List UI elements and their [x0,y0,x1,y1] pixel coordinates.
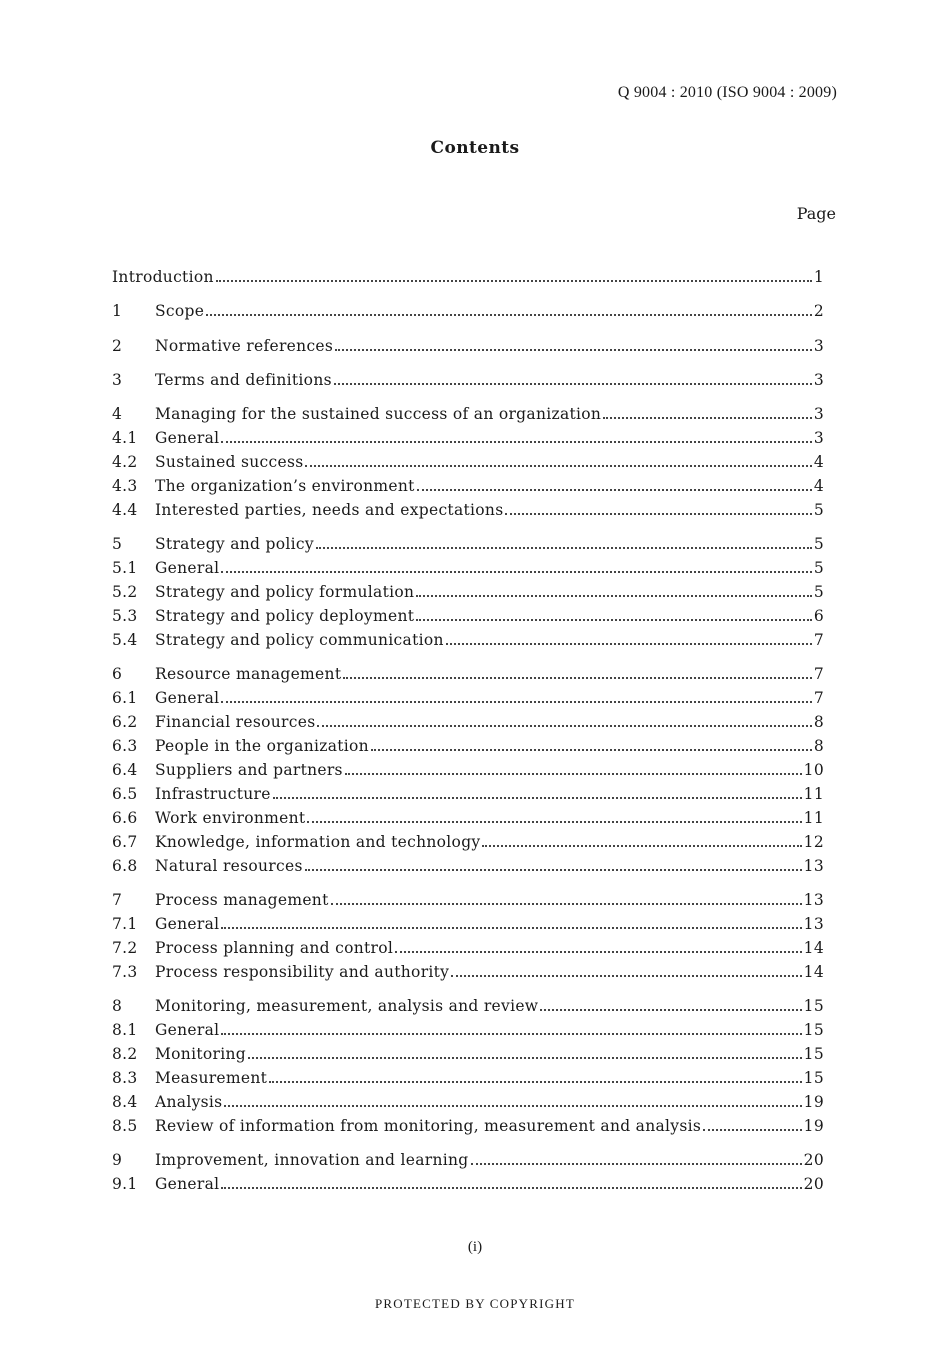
dot-leader [417,488,812,491]
dot-leader [221,700,811,703]
dot-leader [451,974,801,977]
page-number: (i) [467,1239,483,1255]
toc-entry-title: Strategy and policy [155,535,314,553]
dot-leader [305,868,802,871]
dot-leader [216,279,812,282]
toc-entry[interactable] [112,687,824,709]
dot-leader [416,594,812,597]
toc-entry[interactable] [112,1173,824,1195]
toc-entry[interactable] [112,557,824,579]
toc-entry-number: 5 [112,535,123,553]
toc-entry-page: 14 [803,963,824,981]
toc-entry-number: 6.3 [112,737,138,755]
toc-entry-number: 6.1 [112,689,138,707]
toc-entry-title: Knowledge, information and technology [155,833,481,851]
toc-entry-page: 15 [803,1021,824,1039]
toc-entry-number: 4.4 [112,501,138,519]
toc-entry-number: 5.3 [112,607,138,625]
toc-entry-number: 8.3 [112,1069,138,1087]
toc-entry-number: 7 [112,891,123,909]
dot-leader [331,902,802,905]
toc-entry[interactable] [112,369,824,391]
toc-entry-title: Measurement [155,1069,268,1087]
toc-entry-number: 5.2 [112,583,138,601]
toc-entry-page: 5 [813,559,824,577]
toc-entry-number: 4.3 [112,477,138,495]
toc-entry[interactable] [112,1043,824,1065]
dot-leader [446,642,812,645]
toc-entry-number: 5.4 [112,631,138,649]
toc-entry-number: 6.4 [112,761,138,779]
toc-entry-title: General [155,429,220,447]
toc-entry-page: 4 [813,477,824,495]
toc-entry-page: 19 [803,1093,824,1111]
toc-entry-number: 6.5 [112,785,138,803]
toc-entry-title: The organization’s environment [155,477,415,495]
toc-entry[interactable] [112,913,824,935]
toc-entry-number: 8 [112,997,123,1015]
dot-leader [224,1104,801,1107]
toc-entry[interactable] [112,499,824,521]
toc-entry-title: Natural resources [155,857,303,875]
toc-entry-title: Infrastructure [155,785,271,803]
toc-entry-title: Analysis [155,1093,223,1111]
toc-entry[interactable] [112,335,824,357]
toc-entry-number: 8.1 [112,1021,138,1039]
toc-entry-number: 7.2 [112,939,138,957]
toc-entry[interactable] [112,663,824,685]
toc-entry-page: 5 [813,583,824,601]
toc-entry-title: Monitoring [155,1045,246,1063]
toc-entry-title: Strategy and policy communication [155,631,444,649]
toc-entry[interactable] [112,1067,824,1089]
toc-entry-page: 5 [813,501,824,519]
toc-entry-page: 15 [803,1045,824,1063]
toc-entry-page: 3 [813,429,824,447]
toc-entry-title: People in the organization [155,737,369,755]
toc-entry-page: 8 [813,713,824,731]
toc-entry-page: 12 [803,833,824,851]
toc-entry[interactable] [112,605,824,627]
toc-entry-title: Monitoring, measurement, analysis and review [155,997,539,1015]
toc-entry[interactable] [112,889,824,911]
toc-entry-title: Introduction [112,268,214,286]
toc-entry-title: Process responsibility and authority [155,963,450,981]
page-column-label: Page [796,204,836,223]
toc-entry-number: 6 [112,665,123,683]
toc-entry-title: Normative references [155,337,334,355]
toc-entry-number: 7.1 [112,915,138,933]
toc-entry-page: 13 [803,915,824,933]
dot-leader [206,313,812,316]
toc-entry-title: Process management [155,891,329,909]
toc-entry-title: General [155,559,220,577]
toc-entry[interactable] [112,403,824,425]
toc-entry-number: 8.2 [112,1045,138,1063]
toc-entry[interactable] [112,1019,824,1041]
toc-entry-title: Review of information from monitoring, measurement and analysis [155,1117,702,1135]
toc-entry-number: 6.6 [112,809,138,827]
toc-entry-page: 20 [803,1151,824,1169]
toc-entry-number: 9 [112,1151,123,1169]
toc-entry[interactable] [112,831,824,853]
toc-entry-title: Financial resources [155,713,316,731]
dot-leader [345,772,802,775]
dot-leader [305,464,811,467]
toc-entry[interactable] [112,855,824,877]
toc-entry-title: General [155,915,220,933]
toc-entry-title: Interested parties, needs and expectations [155,501,504,519]
toc-entry[interactable] [112,1091,824,1113]
toc-entry[interactable] [112,1149,824,1171]
toc-entry[interactable] [112,961,824,983]
dot-leader [471,1162,802,1165]
toc-entry-title: Strategy and policy deployment [155,607,415,625]
toc-entry[interactable] [112,711,824,733]
toc-entry-title: General [155,1175,220,1193]
toc-entry-title: Work environment [155,809,306,827]
toc-entry[interactable] [112,759,824,781]
toc-entry-page: 3 [813,405,824,423]
toc-entry-page: 5 [813,535,824,553]
page-title: Contents [430,138,520,158]
dot-leader [221,440,811,443]
toc-entry-title: Process planning and control [155,939,394,957]
dot-leader [603,416,812,419]
toc-entry-page: 19 [803,1117,824,1135]
toc-entry-number: 8.4 [112,1093,138,1111]
toc-entry[interactable] [112,995,824,1017]
toc-entry-page: 15 [803,997,824,1015]
toc-entry-page: 10 [803,761,824,779]
dot-leader [316,546,812,549]
toc-entry-title: Improvement, innovation and learning [155,1151,469,1169]
dot-leader [221,1186,801,1189]
toc-entry-number: 6.2 [112,713,138,731]
toc-entry-page: 7 [813,689,824,707]
toc-entry-page: 3 [813,371,824,389]
toc-entry-number: 9.1 [112,1175,138,1193]
toc-entry-number: 6.8 [112,857,138,875]
toc-entry[interactable] [112,581,824,603]
dot-leader [416,618,812,621]
dot-leader [505,512,811,515]
dot-leader [221,570,811,573]
toc-entry-page: 13 [803,857,824,875]
toc-entry-title: Strategy and policy formulation [155,583,415,601]
toc-entry-title: Scope [155,302,205,320]
toc-entry-page: 7 [813,665,824,683]
dot-leader [482,844,801,847]
toc-entry-page: 11 [803,785,824,803]
dot-leader [540,1008,801,1011]
document-identifier: Q 9004 : 2010 (ISO 9004 : 2009) [617,84,837,101]
toc-entry-number: 3 [112,371,123,389]
dot-leader [703,1128,802,1131]
toc-entry[interactable] [112,1115,824,1137]
toc-entry[interactable] [112,937,824,959]
copyright-notice: PROTECTED BY COPYRIGHT [375,1296,575,1311]
toc-entry-title: General [155,689,220,707]
toc-entry-page: 11 [803,809,824,827]
toc-entry[interactable] [112,807,824,829]
toc-entry-page: 14 [803,939,824,957]
toc-entry-page: 2 [813,302,824,320]
toc-entry-page: 4 [813,453,824,471]
dot-leader [221,926,801,929]
dot-leader [248,1056,802,1059]
toc-entry-title: Managing for the sustained success of an organization [155,405,602,423]
toc-entry-title: Terms and definitions [155,371,332,389]
dot-leader [221,1032,801,1035]
toc-entry-title: Suppliers and partners [155,761,343,779]
toc-entry[interactable] [112,629,824,651]
toc-entry-number: 6.7 [112,833,138,851]
dot-leader [269,1080,801,1083]
toc-entry-number: 4 [112,405,123,423]
toc-entry-number: 7.3 [112,963,138,981]
dot-leader [371,748,812,751]
toc-entry-number: 2 [112,337,123,355]
toc-entry-page: 13 [803,891,824,909]
toc-entry-page: 7 [813,631,824,649]
toc-entry-page: 15 [803,1069,824,1087]
dot-leader [395,950,802,953]
toc-entry-number: 4.2 [112,453,138,471]
toc-entry[interactable] [112,451,824,473]
dot-leader [335,348,812,351]
toc-entry-title: Resource management [155,665,342,683]
toc-entry-number: 8.5 [112,1117,138,1135]
dot-leader [317,724,811,727]
toc-entry[interactable] [112,266,824,288]
toc-entry-page: 1 [813,268,824,286]
toc-entry[interactable] [112,475,824,497]
toc-entry-title: Sustained success [155,453,304,471]
toc-entry-number: 4.1 [112,429,138,447]
toc-entry-number: 5.1 [112,559,138,577]
dot-leader [343,676,811,679]
toc-entry-title: General [155,1021,220,1039]
dot-leader [307,820,801,823]
toc-entry-number: 1 [112,302,123,320]
dot-leader [273,796,802,799]
toc-entry[interactable] [112,533,824,555]
toc-entry[interactable] [112,300,824,322]
toc-entry-page: 8 [813,737,824,755]
toc-entry[interactable] [112,783,824,805]
toc-entry-page: 3 [813,337,824,355]
dot-leader [334,382,812,385]
toc-entry-page: 6 [813,607,824,625]
toc-entry[interactable] [112,735,824,757]
toc-entry[interactable] [112,427,824,449]
toc-entry-page: 20 [803,1175,824,1193]
